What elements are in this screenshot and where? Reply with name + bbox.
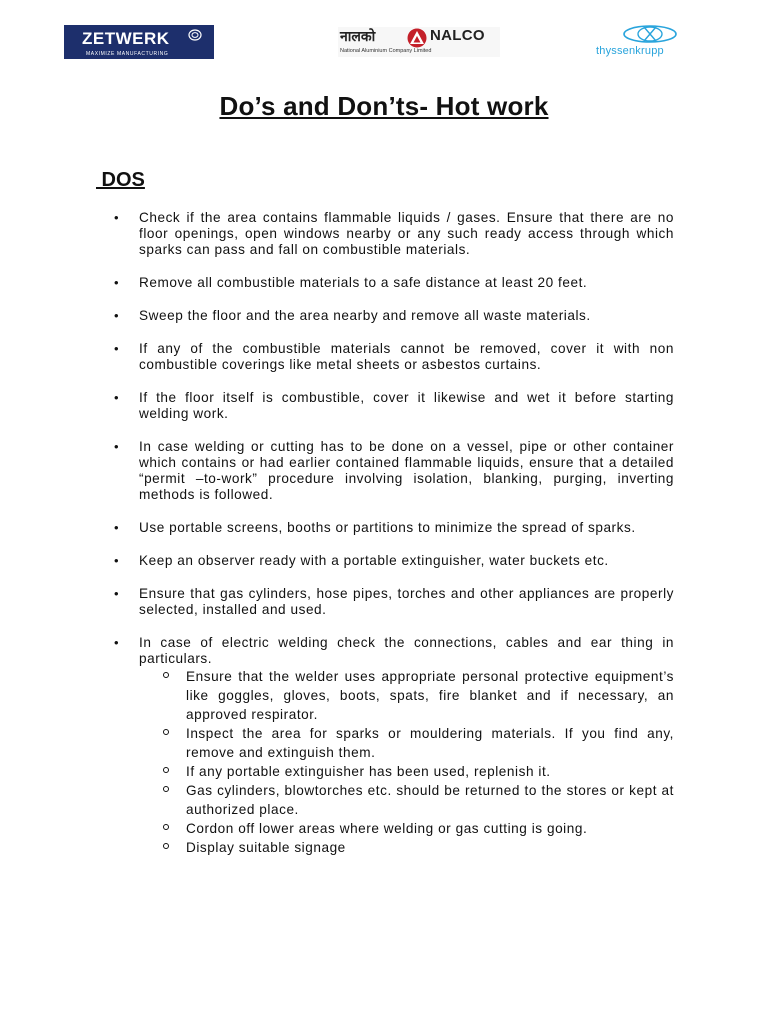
circle-bullet-icon [163, 672, 169, 678]
thyssenkrupp-mark-icon [622, 24, 678, 44]
list-item [114, 210, 674, 258]
thyssenkrupp-logo [592, 24, 716, 60]
list-item-text: Sweep the floor and the area nearby and remove all waste materials. [139, 308, 591, 323]
sub-list-item-text: Inspect the area for sparks or mouldering materials. If you find any, remove and extinguish them. [186, 726, 674, 760]
sub-list-item [186, 724, 674, 762]
nalco-logo [338, 27, 500, 57]
list-item [114, 275, 674, 291]
page-title: Do’s and Don’ts- Hot work [219, 91, 549, 121]
list-item-text: In case of electric welding check the connections, cables and ear thing in particulars. [139, 635, 674, 666]
sub-list-item [186, 838, 674, 857]
bullet-icon: • [114, 308, 120, 323]
sub-list-item-text: Ensure that the welder uses appropriate personal protective equipment’s like goggles, gloves, boots, spats, fire blanket and if necessary, an approved respirator. [186, 669, 674, 722]
thyssenkrupp-logo-name: thyssenkrupp [596, 45, 664, 57]
list-item [114, 586, 674, 618]
list-item-text: Keep an observer ready with a portable extinguisher, water buckets etc. [139, 553, 609, 568]
list-item [114, 341, 674, 373]
zetwerk-logo [64, 25, 214, 59]
bullet-icon: • [114, 520, 120, 535]
circle-bullet-icon [163, 824, 169, 830]
circle-bullet-icon [163, 843, 169, 849]
circle-bullet-icon [163, 767, 169, 773]
list-item [114, 390, 674, 422]
bullet-icon: • [114, 635, 120, 650]
bullet-icon: • [114, 439, 120, 454]
list-item [114, 553, 674, 569]
dos-list [114, 210, 674, 874]
bullet-icon: • [114, 553, 120, 568]
sub-list-item [186, 819, 674, 838]
list-item-text: If the floor itself is combustible, cover it likewise and wet it before starting welding work. [139, 390, 674, 421]
nalco-logo-hindi: नालको [340, 29, 376, 45]
list-item-text: Use portable screens, booths or partitions to minimize the spread of sparks. [139, 520, 636, 535]
list-item-text: If any of the combustible materials cannot be removed, cover it with non combustible coverings like metal sheets or asbestos curtains. [139, 341, 674, 372]
circle-bullet-icon [163, 729, 169, 735]
list-item [114, 520, 674, 536]
sub-list-item [186, 781, 674, 819]
sub-list-item-text: If any portable extinguisher has been used, replenish it. [186, 764, 551, 779]
nalco-logo-name: NALCO [430, 27, 485, 44]
bullet-icon: • [114, 275, 120, 290]
zetwerk-logo-name: ZETWERK [82, 29, 170, 48]
list-item [114, 308, 674, 324]
list-item-text: In case welding or cutting has to be done on a vessel, pipe or other container which contains or had earlier contained flammable liquids, ensure that a detailed “permit –to-work” procedure involving isolation, blanking, purging, inverting methods is followed. [139, 439, 674, 502]
list-item [114, 439, 674, 503]
bullet-icon: • [114, 586, 120, 601]
circle-bullet-icon [163, 786, 169, 792]
sub-list-item-text: Display suitable signage [186, 840, 346, 855]
sub-list-item-text: Gas cylinders, blowtorches etc. should be returned to the stores or kept at authorized place. [186, 783, 674, 817]
bullet-icon: • [114, 390, 120, 405]
sub-list-item [186, 762, 674, 781]
list-item-text: Check if the area contains flammable liquids / gases. Ensure that there are no floor openings, open windows nearby or any such ready access through which sparks can pass and fall on combustible materials. [139, 210, 674, 257]
list-item-text: Remove all combustible materials to a safe distance at least 20 feet. [139, 275, 588, 290]
sub-list-item [186, 667, 674, 724]
list-item-text: Ensure that gas cylinders, hose pipes, torches and other appliances are properly selected, installed and used. [139, 586, 674, 617]
bullet-icon: • [114, 210, 120, 225]
sub-list-item-text: Cordon off lower areas where welding or gas cutting is going. [186, 821, 588, 836]
nalco-mark-icon [406, 28, 428, 48]
sub-list [139, 667, 674, 857]
section-heading-dos: DOS [96, 169, 145, 191]
zetwerk-mark-icon [188, 29, 202, 41]
bullet-icon: • [114, 341, 120, 356]
list-item [114, 635, 674, 857]
zetwerk-logo-tagline: MAXIMIZE MANUFACTURING [86, 51, 169, 57]
nalco-logo-subtitle: National Aluminium Company Limited [340, 48, 432, 54]
